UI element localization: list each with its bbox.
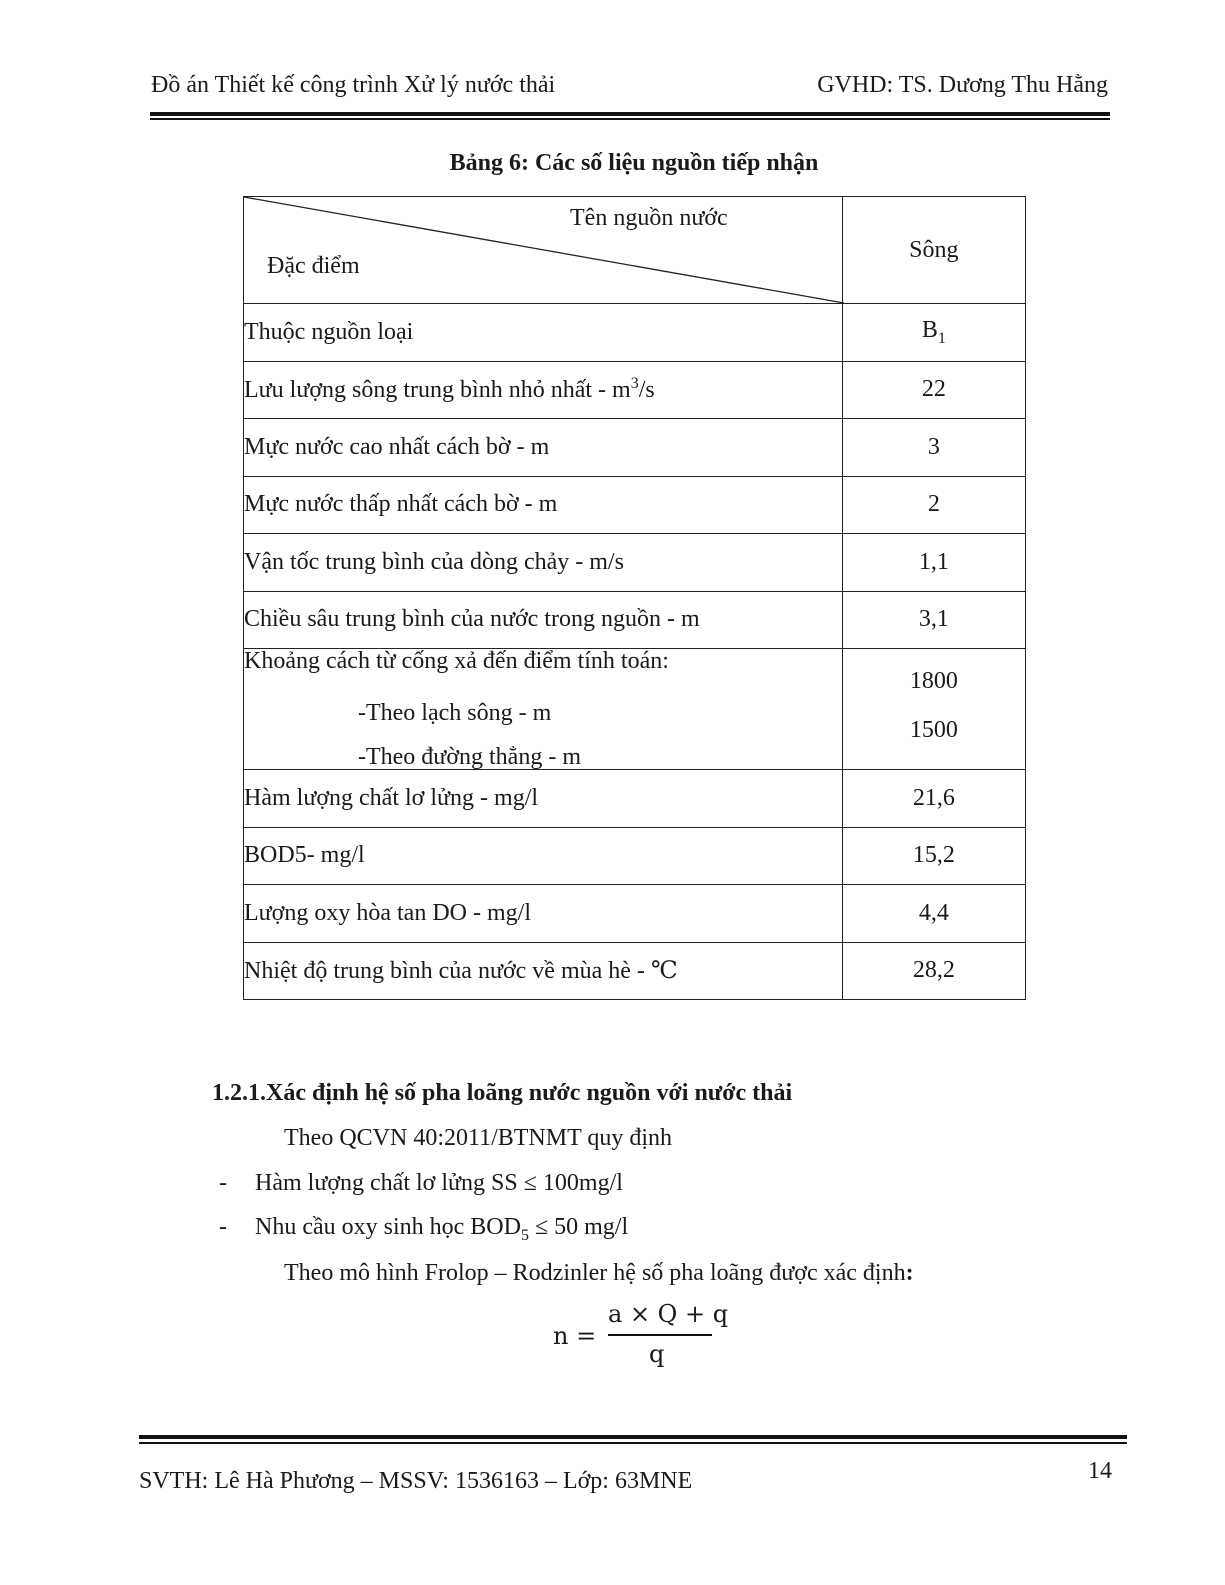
formula-lhs: n = [553,1322,597,1350]
table-caption: Bảng 6: Các số liệu nguồn tiếp nhận [449,150,819,176]
model-description: Theo mô hình Frolop – Rodzinler hệ số pha loãng được xác định: [284,1260,914,1286]
table-row [244,942,1026,1000]
footer-rule-thin [139,1442,1127,1444]
formula-numerator: a × Q + q [608,1300,729,1328]
list-item-text: Nhu cầu oxy sinh học $BOD_5 \le 50$ mg/l [255,1214,629,1244]
row-value: 3 [842,419,1025,477]
table-row [244,770,1026,828]
row-value: $B_1$ [842,304,1025,362]
table-row [244,827,1026,885]
header-rule-thick [150,112,1110,116]
header-river: Sông [842,197,1025,304]
formula-denominator: q [649,1340,665,1368]
table-row [244,591,1026,649]
table-row-distance [244,649,1026,770]
row-label: Vận tốc trung bình của dòng chảy - m/s [244,534,843,592]
diagonal-header-cell [244,197,843,304]
table-row [244,361,1026,419]
row-value: 28,2 [842,942,1025,1000]
fraction-bar [608,1334,712,1336]
row-value: 1,1 [842,534,1025,592]
row-label: Lượng oxy hòa tan DO - mg/l [244,885,843,943]
header-supervisor: GVHD: TS. Dương Thu Hằng [817,72,1108,98]
distance-straight-line: -Theo đường thẳng - m [358,744,581,770]
header-rule-thin [150,118,1110,120]
row-value: 15,2 [842,827,1025,885]
row-label: Thuộc nguồn loại [244,304,843,362]
regulation-intro: Theo QCVN 40:2011/BTNMT quy định [284,1125,672,1151]
section-heading: 1.2.1.Xác định hệ số pha loãng nước nguồn với nước thải [212,1080,793,1106]
footer-student: SVTH: Lê Hà Phương – MSSV: 1536163 – Lớp: 63MNE [139,1468,693,1494]
page-number: 14 [1088,1458,1112,1484]
row-value: 22 [842,361,1025,419]
table-row [244,304,1026,362]
header-source-name: Tên nguồn nước [570,205,728,231]
row-label: Chiều sâu trung bình của nước trong nguồn - m [244,591,843,649]
bullet-dash: - [219,1214,227,1240]
row-label: Lưu lượng sông trung bình nhỏ nhất - $m^3/s$ [244,361,843,419]
row-value: 3,1 [842,591,1025,649]
table-row [244,419,1026,477]
distance-straight-value: 1500 [909,717,958,743]
bullet-dash: - [219,1170,227,1196]
distance-river-channel: -Theo lạch sông - m [358,700,552,726]
row-label: Nhiệt độ trung bình của nước về mùa hè - ℃ [244,942,843,1000]
header-attribute: Đặc điểm [267,253,360,279]
list-item-text: Hàm lượng chất lơ lửng SS ≤ 100mg/l [255,1170,623,1196]
receiving-source-table [243,196,1026,1000]
row-label: Hàm lượng chất lơ lửng - mg/l [244,770,843,828]
list-item [219,1170,623,1197]
table-row [244,885,1026,943]
row-value [842,649,1025,770]
row-value: 2 [842,476,1025,534]
row-label: BOD5- mg/l [244,827,843,885]
footer-rule-thick [139,1435,1127,1439]
table-row [244,476,1026,534]
row-value: 4,4 [842,885,1025,943]
table-row [244,534,1026,592]
list-item [219,1214,628,1245]
row-label: Mực nước cao nhất cách bờ - m [244,419,843,477]
row-label [244,649,843,770]
row-label: Mực nước thấp nhất cách bờ - m [244,476,843,534]
distance-label: Khoảng cách từ cống xả đến điểm tính toán: [244,648,669,674]
header-title: Đồ án Thiết kế công trình Xử lý nước thải [151,72,556,98]
diagonal-line [244,197,844,303]
table-header-row [244,197,1026,304]
distance-river-value: 1800 [909,668,958,694]
row-value: 21,6 [842,770,1025,828]
